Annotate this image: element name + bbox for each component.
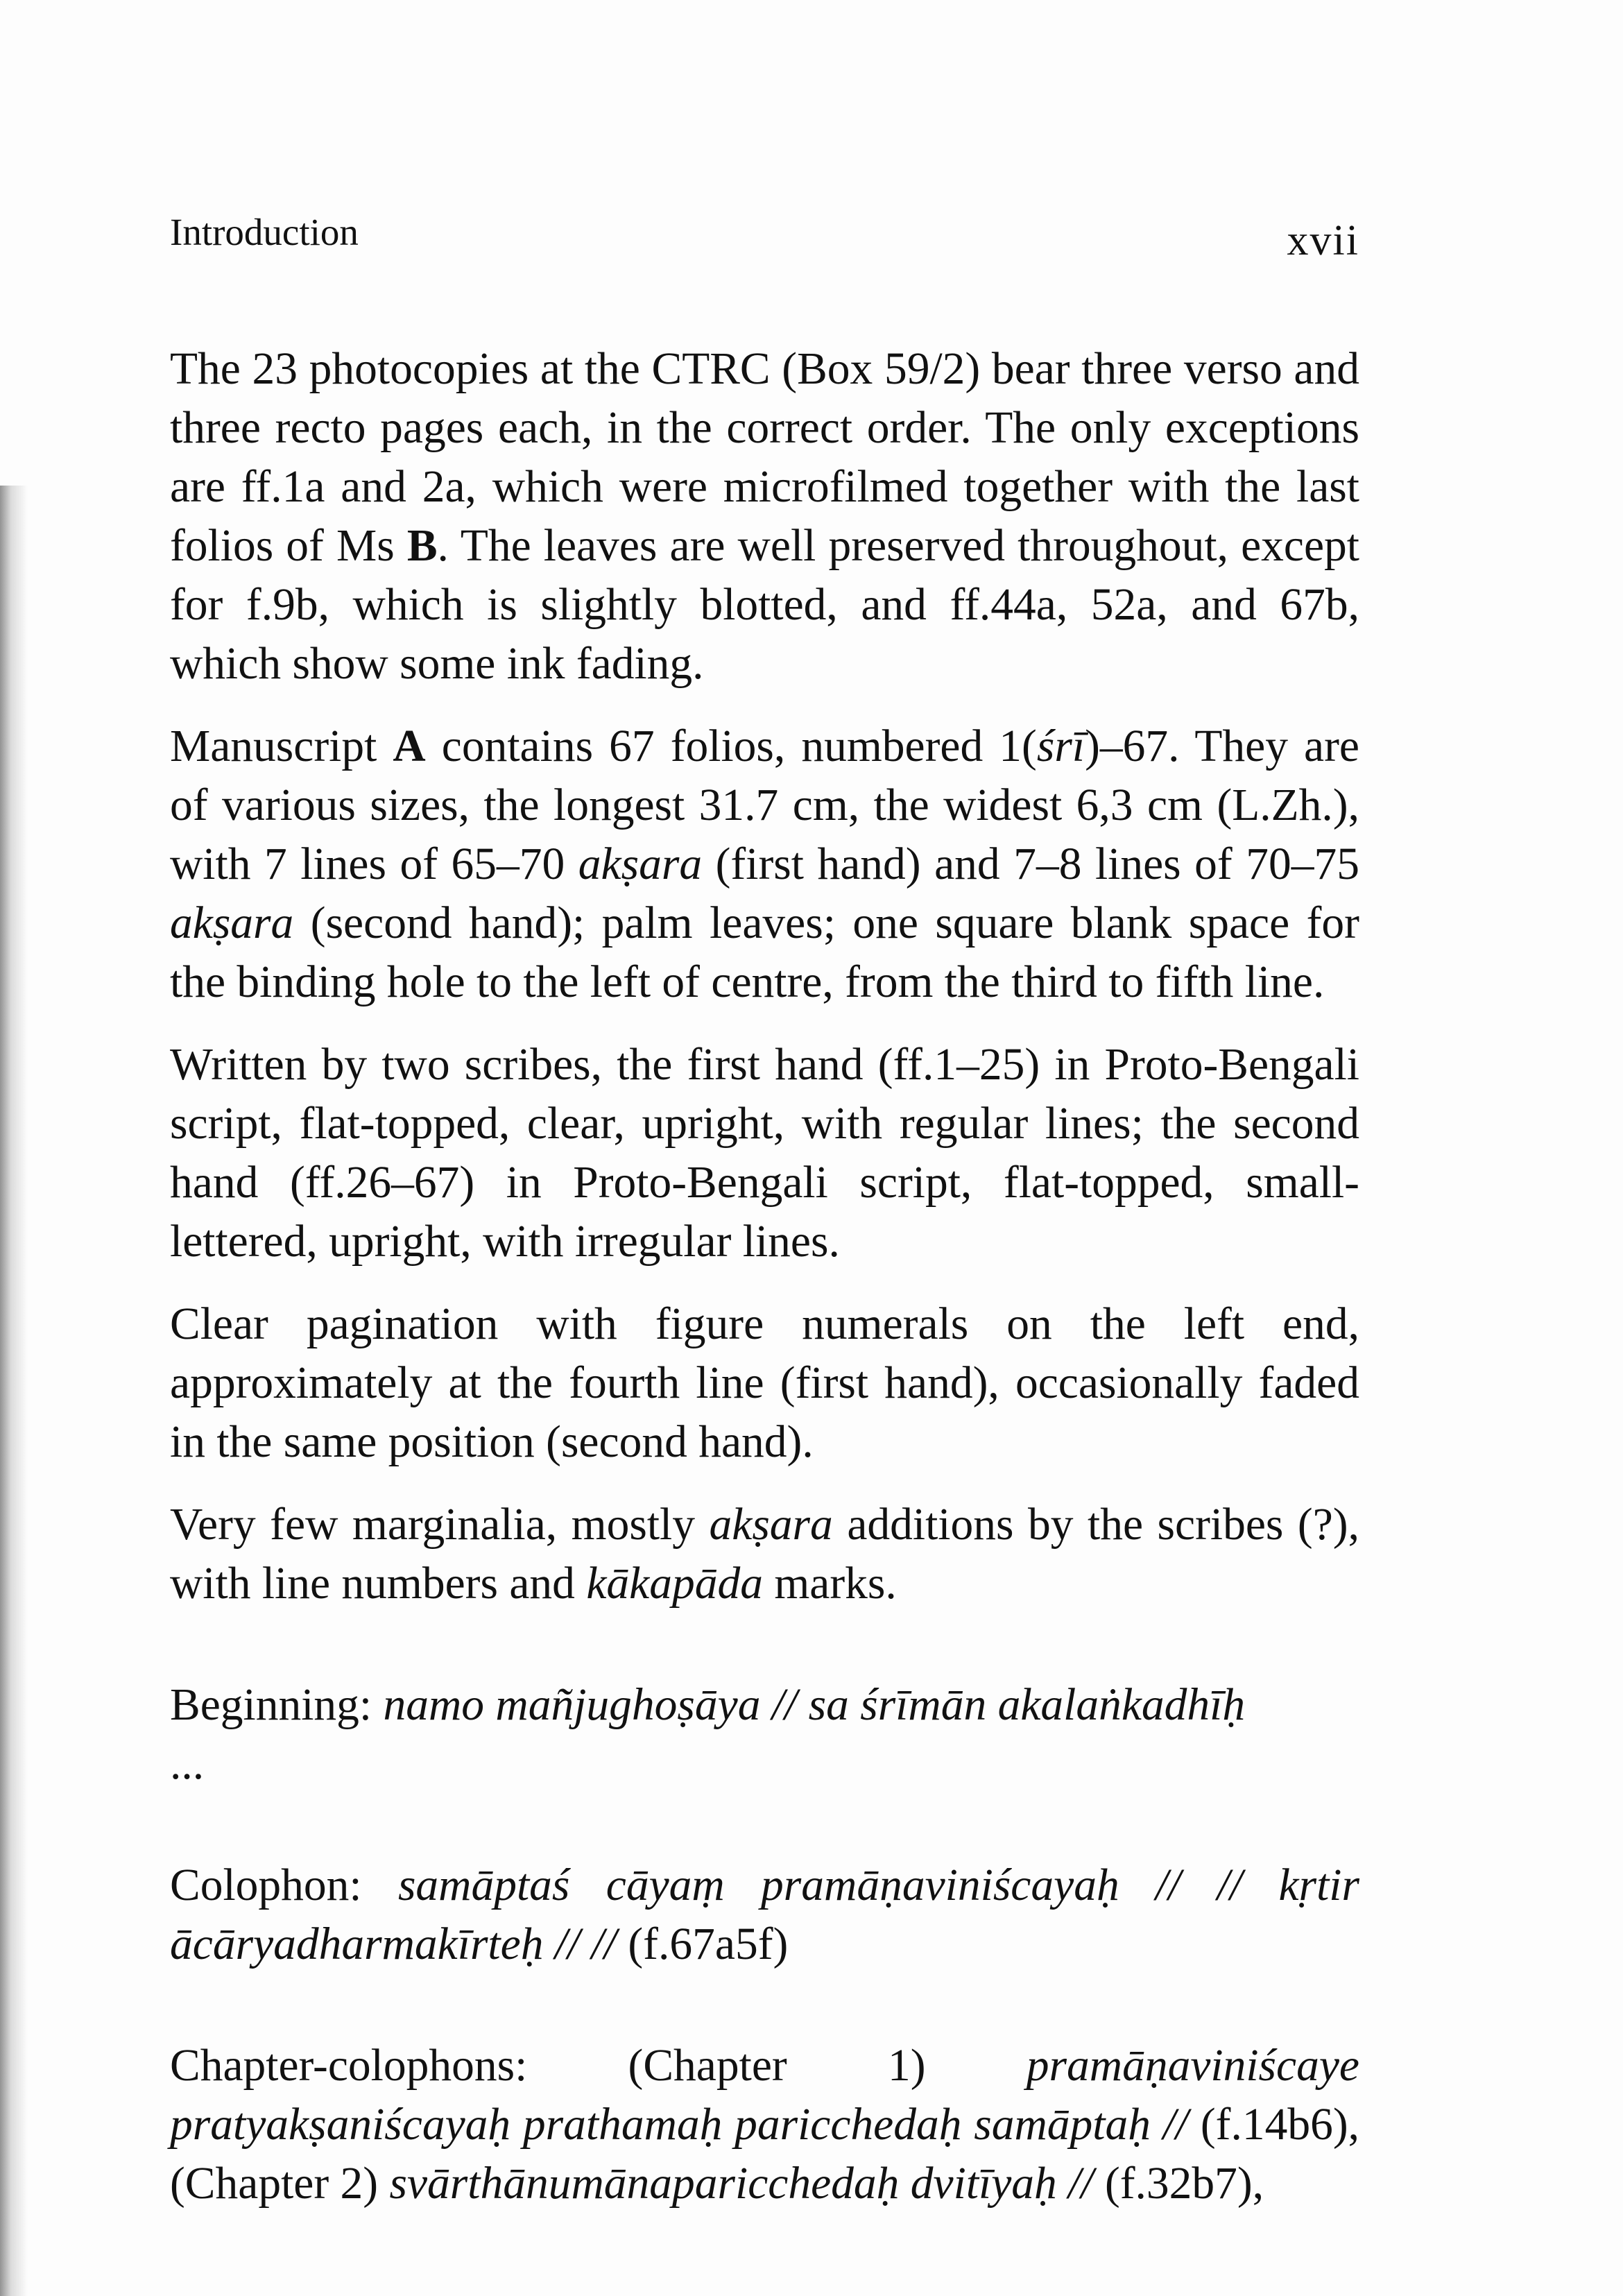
italic-term: kākapāda — [586, 1559, 763, 1609]
text-span: additions by the scribes (?), with line numbers and — [170, 1500, 1359, 1609]
text-span: Manuscript — [170, 721, 393, 771]
italic-quotation: samāptaś cāyaṃ pramāṇaviniścayaḥ // // kṛtir ācāryadharmakīrteḥ // // — [170, 1860, 1359, 1969]
italic-term: akṣara — [170, 898, 294, 948]
page-number: xvii — [1287, 217, 1359, 264]
text-span: (f.32b7), — [1093, 2159, 1264, 2209]
binding-shadow — [0, 486, 28, 2296]
entry-label: Colophon: — [170, 1860, 398, 1910]
paragraph-marginalia — [170, 1496, 1359, 1613]
entry-label: Chapter-colophons: (Chapter 1) — [170, 2041, 1027, 2091]
text-span: )–67. They are of various sizes, the longest 31.7 cm, the widest 6,3 cm (L.Zh.), with 7 lines of 65–70 — [170, 721, 1359, 889]
paragraph-manuscript-a — [170, 717, 1359, 1012]
italic-quotation: namo mañjughoṣāya // sa śrīmān akalaṅkadhīḥ — [383, 1680, 1246, 1730]
paragraph-chapter-colophons — [170, 2037, 1359, 2213]
text-span: The 23 photocopies at the CTRC (Box 59/2) bear three verso and three recto pages each, in the correct order. The only exceptions are ff.1a and 2a, which were microfilmed together with the last folios of Ms — [170, 344, 1359, 571]
paragraph-pagination: Clear pagination with figure numerals on the left end, approximately at the fourth line (first hand), occasionally faded in the same position (second hand). — [170, 1299, 1359, 1467]
italic-term: akṣara — [709, 1500, 833, 1550]
ellipsis: ... — [170, 1739, 205, 1789]
text-span: . The leaves are well preserved throughout, except for f.9b, which is slightly blotted, and ff.44a, 52a, and 67b, which show some ink fading. — [170, 521, 1359, 689]
manuscript-siglum: B — [406, 521, 438, 571]
text-span: contains 67 folios, numbered 1( — [425, 721, 1037, 771]
italic-term: akṣara — [578, 839, 703, 889]
text-span: (f.67a5f) — [617, 1919, 789, 1969]
paragraph-photocopies — [170, 340, 1359, 694]
entry-label: Beginning: — [170, 1680, 384, 1730]
paragraph-beginning — [170, 1676, 1359, 1794]
text-span: (f.14b6), (Chapter 2) — [170, 2100, 1360, 2209]
page-header — [170, 208, 1359, 264]
text-span: marks. — [762, 1559, 897, 1609]
running-head: Introduction — [170, 211, 359, 253]
paragraph-scribes: Written by two scribes, the first hand (ff.1–25) in Proto-Bengali script, flat-topped, clear, upright, with regular lines; the second hand (ff.26–67) in Proto-Bengali script, flat-topped, small-lettered, upright, with irregular lines. — [170, 1040, 1359, 1267]
paragraph-colophon — [170, 1856, 1359, 1974]
text-span: (second hand); palm leaves; one square blank space for the binding hole to the left of centre, from the third to fifth line. — [170, 898, 1359, 1007]
manuscript-siglum: A — [393, 721, 426, 771]
text-span: (first hand) and 7–8 lines of 70–75 — [702, 839, 1359, 889]
italic-quotation: svārthānumānaparicchedaḥ dvitīyaḥ // — [389, 2159, 1094, 2209]
text-span: Very few marginalia, mostly — [170, 1500, 710, 1550]
italic-term: śrī — [1036, 721, 1085, 771]
italic-quotation: pramāṇaviniścaye pratyakṣaniścayaḥ prathamaḥ paricchedaḥ samāptaḥ // — [170, 2041, 1359, 2150]
body-text — [170, 340, 1359, 2237]
